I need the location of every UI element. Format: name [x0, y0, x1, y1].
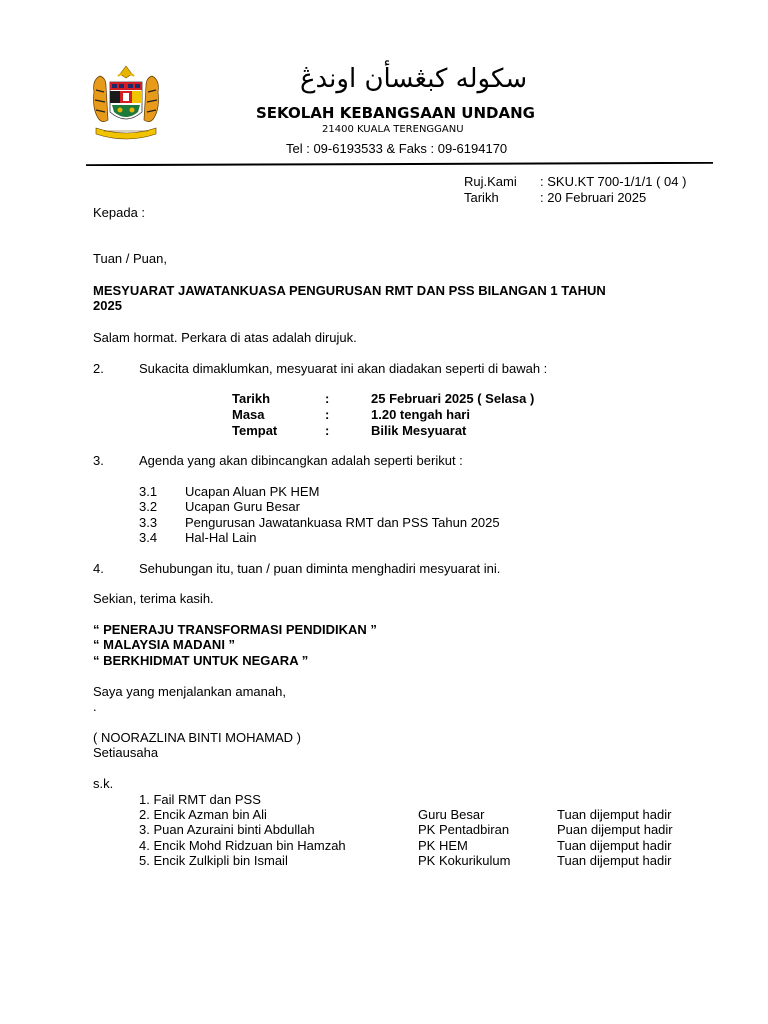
agenda-number: 3.1 [139, 484, 158, 499]
cc-name: 5. Encik Zulkipli bin Ismail [139, 853, 288, 868]
cc-role: PK HEM [418, 838, 468, 853]
detail-separator: : [325, 407, 330, 422]
signature-dot: . [93, 699, 97, 714]
cc-role: PK Pentadbiran [418, 822, 510, 837]
cc-role: PK Kokurikulum [418, 853, 511, 868]
school-name: SEKOLAH KEBANGSAAN UNDANG [256, 104, 535, 122]
detail-value-masa: 1.20 tengah hari [371, 407, 470, 422]
agenda-item: Pengurusan Jawatankuasa RMT dan PSS Tahun 2025 [185, 515, 500, 530]
header-divider [86, 162, 713, 166]
subject-line-2: 2025 [93, 298, 122, 313]
cc-note: Tuan dijemput hadir [557, 838, 672, 853]
opening-paragraph: Salam hormat. Perkara di atas adalah dirujuk. [93, 330, 357, 345]
paragraph-4-number: 4. [93, 561, 104, 576]
paragraph-3-number: 3. [93, 453, 104, 468]
ruj-label: Ruj.Kami [464, 174, 517, 189]
salutation: Tuan / Puan, [93, 251, 167, 266]
cc-note: Puan dijemput hadir [557, 822, 673, 837]
detail-label-masa: Masa [232, 407, 265, 422]
trust-line: Saya yang menjalankan amanah, [93, 684, 286, 699]
signer-title: Setiausaha [93, 745, 159, 760]
agenda-item: Ucapan Aluan PK HEM [185, 484, 320, 499]
school-name-jawi: سكوله كبڠسأن اوندڠ [300, 64, 528, 94]
agenda-number: 3.3 [139, 515, 158, 530]
cc-name: 3. Puan Azuraini binti Abdullah [139, 822, 315, 837]
detail-separator: : [325, 423, 330, 438]
paragraph-2-number: 2. [93, 361, 104, 376]
detail-value-tarikh: 25 Februari 2025 ( Selasa ) [371, 391, 535, 406]
cc-role: Guru Besar [418, 807, 485, 822]
recipient-label: Kepada : [93, 205, 146, 220]
slogan: “ BERKHIDMAT UNTUK NEGARA ” [93, 653, 309, 668]
agenda-item: Hal-Hal Lain [185, 530, 257, 545]
cc-name: 4. Encik Mohd Ridzuan bin Hamzah [139, 838, 346, 853]
ruj-value: : SKU.KT 700-1/1/1 ( 04 ) [540, 174, 687, 189]
paragraph-2-text: Sukacita dimaklumkan, mesyuarat ini akan diadakan seperti di bawah : [139, 361, 548, 376]
tarikh-value: : 20 Februari 2025 [540, 190, 647, 205]
jata-negara-crest-icon [90, 64, 162, 146]
cc-note: Tuan dijemput hadir [557, 853, 672, 868]
agenda-item: Ucapan Guru Besar [185, 499, 300, 514]
school-contact: Tel : 09-6193533 & Faks : 09-6194170 [286, 141, 508, 156]
cc-label: s.k. [93, 776, 114, 791]
agenda-number: 3.4 [139, 530, 158, 545]
cc-name: 2. Encik Azman bin Ali [139, 807, 267, 822]
detail-value-tempat: Bilik Mesyuarat [371, 423, 467, 438]
tarikh-label: Tarikh [464, 190, 499, 205]
slogan: “ MALAYSIA MADANI ” [93, 637, 236, 652]
paragraph-4-text: Sehubungan itu, tuan / puan diminta menghadiri mesyuarat ini. [139, 561, 501, 576]
cc-name: 1. Fail RMT dan PSS [139, 792, 261, 807]
slogan: “ PENERAJU TRANSFORMASI PENDIDIKAN ” [93, 622, 377, 637]
detail-label-tempat: Tempat [232, 423, 278, 438]
cc-note: Tuan dijemput hadir [557, 807, 672, 822]
subject-line-1: MESYUARAT JAWATANKUASA PENGURUSAN RMT DAN PSS BILANGAN 1 TAHUN [93, 283, 606, 298]
paragraph-3-text: Agenda yang akan dibincangkan adalah seperti berikut : [139, 453, 463, 468]
agenda-number: 3.2 [139, 499, 158, 514]
detail-label-tarikh: Tarikh [232, 391, 271, 406]
detail-separator: : [325, 391, 330, 406]
school-address: 21400 KUALA TERENGGANU [322, 124, 464, 135]
closing-line: Sekian, terima kasih. [93, 591, 214, 606]
signer-name: ( NOORAZLINA BINTI MOHAMAD ) [93, 730, 302, 745]
